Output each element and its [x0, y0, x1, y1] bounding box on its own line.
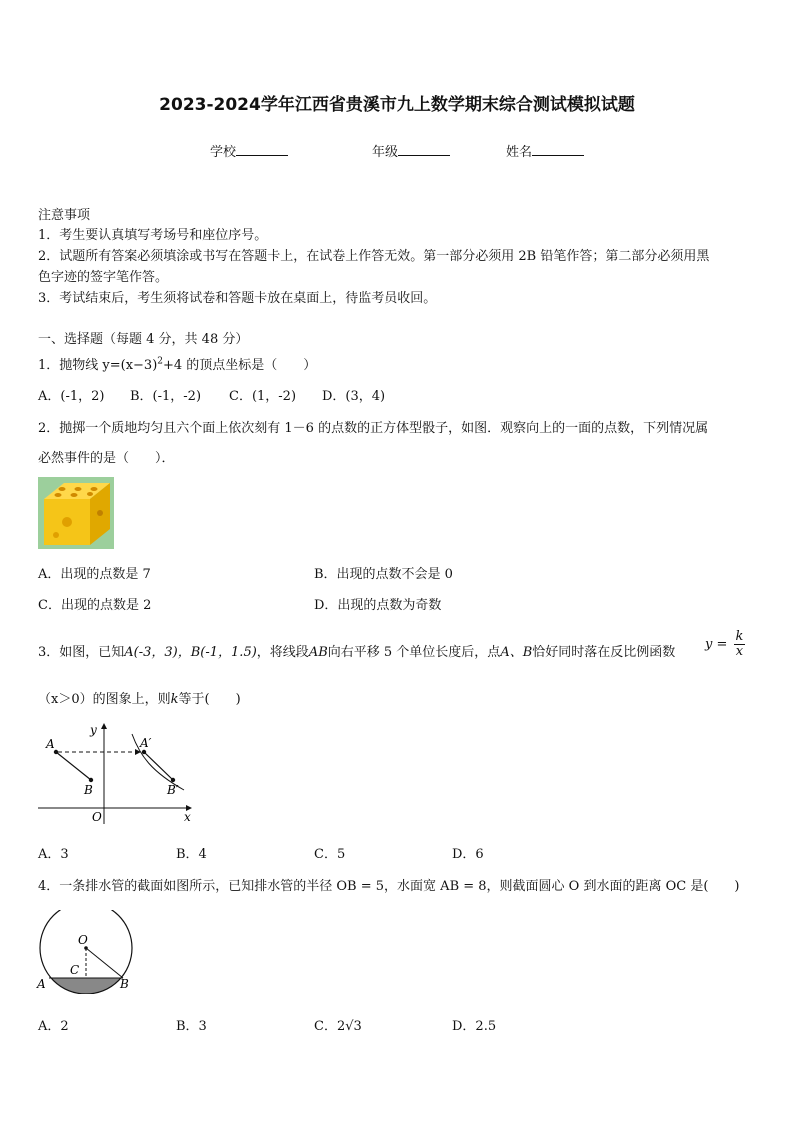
- q3-label-a: A: [46, 737, 55, 751]
- q1-sup: 2: [157, 356, 164, 367]
- q3-y-eq: y =: [705, 637, 728, 652]
- q3-k: k: [170, 692, 179, 707]
- q3-label-a2: A′: [140, 736, 152, 750]
- notice-item-2-cont: 色字迹的签字笔作答。: [38, 270, 169, 285]
- q1-stem-b: +4 的顶点坐标是（ ）: [163, 358, 317, 373]
- name-field[interactable]: [506, 141, 584, 160]
- q2-option-c[interactable]: C．出现的点数是 2: [38, 598, 152, 613]
- dice-top-pip-1: [59, 487, 66, 491]
- q2-option-d[interactable]: D．出现的点数为奇数: [314, 598, 442, 613]
- q3-point-b: [89, 778, 93, 782]
- q3-text-b: ，将线段: [256, 645, 309, 660]
- q4-label-a: A: [37, 977, 46, 991]
- q2-option-a[interactable]: A．出现的点数是 7: [38, 567, 151, 582]
- q3-text-f: （x＞0）的图象上，则: [38, 692, 171, 707]
- q1-option-b[interactable]: B．(-1，-2): [130, 389, 202, 404]
- q4-option-b[interactable]: B．3: [176, 1019, 207, 1034]
- q4-option-d[interactable]: D．2.5: [452, 1019, 497, 1034]
- q3-option-a[interactable]: A．3: [38, 847, 69, 862]
- page-title: 2023-2024学年江西省贵溪市九上数学期末综合测试模拟试题: [159, 95, 635, 115]
- q4-segment-ob: [86, 948, 123, 978]
- dice-top-pip-4: [55, 493, 62, 497]
- q3-text-g: 等于( ): [178, 692, 241, 707]
- q3-label-x: x: [184, 810, 191, 824]
- grade-field[interactable]: [372, 141, 450, 160]
- q1-stem: [38, 354, 316, 373]
- notice-item-3: 3．考试结束后，考生须将试卷和答题卡放在桌面上，待监考员收回。: [38, 291, 437, 306]
- q3-label-b: B: [84, 783, 93, 797]
- notice-item-2: 2．试题所有答案必须填涂或书写在答题卡上，在试卷上作答无效。第一部分必须用 2B 铅笔作答；第二部分必须用黑: [38, 249, 710, 264]
- q1-option-d[interactable]: D．(3，4): [322, 389, 386, 404]
- q2-option-b[interactable]: B．出现的点数不会是 0: [314, 567, 453, 582]
- q3-figure: [36, 718, 196, 828]
- q3-option-c[interactable]: C．5: [314, 847, 346, 862]
- q3-segment: AB: [308, 645, 328, 660]
- q3-text-e: 恰好同时落在反比例函数: [532, 645, 676, 660]
- q3-text-a: 3．如图，已知: [38, 645, 125, 660]
- q3-label-b2: B′: [167, 783, 179, 797]
- q3-points: A(-3，3)，B(-1，1.5): [124, 645, 257, 660]
- q2-stem-line2: 必然事件的是（ ）．: [38, 451, 175, 466]
- name-blank[interactable]: [532, 143, 584, 156]
- notice-heading: 注意事项: [38, 208, 91, 223]
- q4-stem: 4．一条排水管的截面如图所示，已知排水管的半径 OB = 5，水面宽 AB = 8，则截面圆心 O 到水面的距离 OC 是( ): [38, 879, 740, 894]
- q3-segment-ab: [56, 752, 91, 780]
- q3-point-b2: [171, 778, 175, 782]
- dice-top-pip-2: [75, 487, 82, 491]
- q3-segment-a2b2: [144, 752, 173, 780]
- school-field[interactable]: [210, 141, 288, 160]
- q3-function: [705, 630, 745, 659]
- q3-option-d[interactable]: D．6: [452, 847, 484, 862]
- q4-label-o: O: [78, 933, 88, 947]
- q4-option-a[interactable]: A．2: [38, 1019, 69, 1034]
- dice-image: [38, 477, 114, 549]
- q3-point-a2: [142, 750, 146, 754]
- grade-blank[interactable]: [398, 143, 450, 156]
- q3-text-c: 向右平移 5 个单位长度后，点: [327, 645, 501, 660]
- section-1-heading: 一、选择题（每题 4 分，共 48 分）: [38, 332, 249, 347]
- dice-top-pip-5: [71, 493, 78, 497]
- dice-top-pip-6: [87, 492, 93, 496]
- name-label: 姓名: [506, 145, 533, 160]
- q4-label-c: C: [70, 963, 80, 977]
- q3-frac-den: x: [735, 644, 744, 659]
- q1-option-c[interactable]: C．(1，-2): [229, 389, 297, 404]
- q3-option-b[interactable]: B．4: [176, 847, 207, 862]
- q3-frac-num: k: [735, 629, 744, 644]
- q3-label-o: O: [92, 810, 102, 824]
- notice-item-1: 1．考生要认真填写考场号和座位序号。: [38, 228, 268, 243]
- dice-top-pip-3: [91, 487, 98, 491]
- dice-front-pip-small: [53, 532, 59, 538]
- q3-stem-line2: [38, 688, 241, 707]
- q4-figure: [36, 910, 136, 994]
- q3-stem-line1: [38, 641, 675, 660]
- q3-text-d: A、B: [500, 645, 533, 660]
- q1-stem-a: 1．抛物线 y=(x−3): [38, 358, 158, 373]
- q4-label-b: B: [120, 977, 129, 991]
- q3-label-y: y: [90, 723, 97, 737]
- q2-stem-line1: 2．抛掷一个质地均匀且六个面上依次刻有 1－6 的点数的正方体型骰子，如图．观察向上的一面的点数，下列情况属: [38, 421, 709, 436]
- grade-label: 年级: [372, 145, 399, 160]
- dice-front-pip: [62, 517, 72, 527]
- dice-side-pip: [97, 510, 103, 516]
- q1-option-a[interactable]: A．(-1，2): [38, 389, 105, 404]
- q3-fraction: [734, 630, 746, 659]
- school-blank[interactable]: [236, 143, 288, 156]
- school-label: 学校: [210, 145, 237, 160]
- q4-option-c[interactable]: C．2√3: [314, 1019, 362, 1034]
